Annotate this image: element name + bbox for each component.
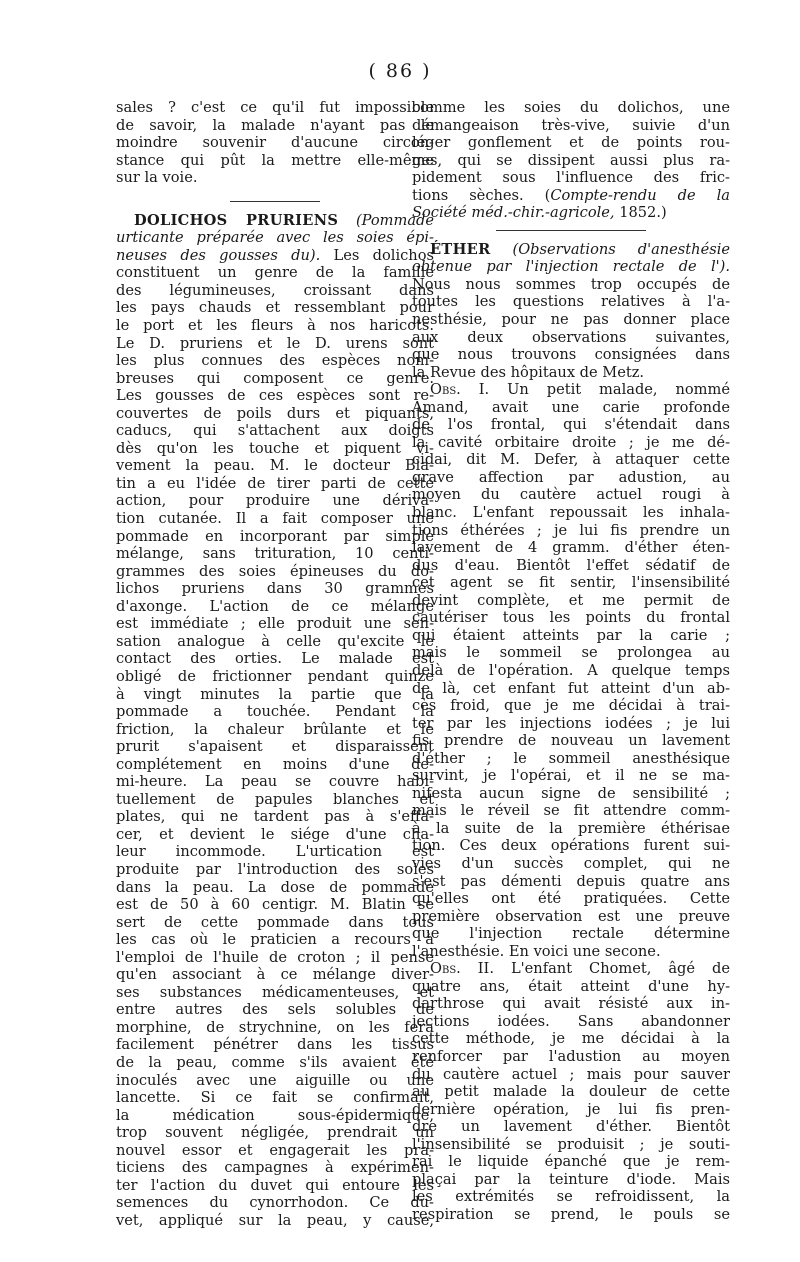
text-line: du cautère actuel ; mais pour sauver [412,1065,730,1083]
text-line: ges, qui se dissipent aussi plus ra- [412,151,730,169]
text-line: d'axonge. L'action de ce mélange [116,597,434,615]
article-body [412,276,730,381]
text-line: dus d'eau. Bientôt l'effet sédatif de [412,556,730,574]
text-line: les cas où le praticien a recours à [116,931,434,949]
observation-label: Obs. I. [430,381,490,399]
text-line: ter par les injections iodées ; je lui [412,714,730,732]
text-line: nouvel essor et engagerait les pra- [116,1141,434,1159]
text-line: vement la peau. M. le docteur Bla- [116,457,434,475]
text-line: complétement en moins d'une de- [116,755,434,773]
text-line: darthrose qui avait résisté aux in- [412,995,730,1013]
text-line: sur la voie. [116,169,198,187]
section-divider [230,201,320,202]
text-line: moyen du cautère actuel rougi à [412,486,730,504]
observation-1-body [412,399,730,961]
text-line: l'anesthésie. En voici une secone. [412,942,661,960]
text-line: que l'injection rectale détermine [412,925,730,943]
text-line: leur incommode. L'urtication est [116,843,434,861]
text-line: qu'elles ont été pratiquées. Cette [412,890,730,908]
text-line: d'éther ; le sommeil anesthésique [412,749,730,767]
article-heading-line [116,212,434,230]
text-line: Les gousses de ces espèces sont re- [116,387,434,405]
text-line: tion cutanée. Il a fait composer une [116,510,434,528]
article-subtitle-lines [412,258,730,276]
text-line: inoculés avec une aiguille ou une [116,1071,434,1089]
observation-1-heading-line: Obs. I. Un petit malade, nommé [430,381,730,399]
text-line: l'insensibilité se produisit ; je souti- [412,1135,730,1153]
text-line: cès froid, que je me décidai à trai- [412,697,730,715]
text-line: la Revue des hôpitaux de Metz. [412,363,645,381]
text-line: s'est pas démenti depuis quatre ans [412,872,730,890]
article-dolichos [116,212,434,1230]
text-line: mais le réveil se fit attendre comm- [412,802,730,820]
text-line: pommade a touchée. Pendant la [116,703,434,721]
citation-line: tions sèches. (Compte-rendu de la [412,186,730,204]
text-line: dans la peau. La dose de pommade [116,878,434,896]
text-line: est immédiate ; elle produit une sen- [116,615,434,633]
text-line: nifesta aucun signe de sensibilité ; [412,784,730,802]
article-ether [412,241,730,1224]
text-line: caducs, qui s'attachent aux doigts [116,422,434,440]
text-line: cet agent se fit sentir, l'insensibilité [412,574,730,592]
section-divider [496,230,646,231]
text-line: mais le sommeil se prolongea au [412,644,730,662]
text-line: couvertes de poils durs et piquants, [116,404,434,422]
text-line: prurit s'apaisent et disparaissent [116,738,434,756]
text-line: renforcer par l'adustion au moyen [412,1047,730,1065]
text-line: tuellement de papules blanches et [116,790,434,808]
left-opening-paragraph [116,99,434,187]
text-line: tions éthérées ; je lui fis prendre un [412,521,730,539]
text-line: grave affection par adustion, au [412,468,730,486]
text-line: mi-heure. La peau se couvre habi- [116,773,434,791]
text-line: les pays chauds et ressemblant pour [116,299,434,317]
right-column [412,99,730,1223]
text-line: sert de cette pommade dans tous [116,913,434,931]
text-line: facilement pénétrer dans les tissus [116,1036,434,1054]
text-line: toutes les questions relatives à l'a- [412,293,730,311]
text-line: dès qu'on les touche et piquent vi- [116,439,434,457]
citation-line: Société méd.-chir.-agricole, 1852.) [412,204,667,222]
text-line: dre un lavement d'éther. Bientôt [412,1118,730,1136]
right-opening-paragraph [412,99,730,187]
text-line: stance qui pût la mettre elle-même [116,151,434,169]
text-line: de savoir, la malade n'ayant pas le [116,116,434,134]
text-line: constituent un genre de la famille [116,264,434,282]
observation-2-heading-line: Obs. II. L'enfant Chomet, âgé de [430,960,730,978]
page-number: ( 86 ) [368,60,432,82]
text-line: de l'os frontal, qui s'étendait dans [412,416,730,434]
text-line: morphine, de strychnine, on les fera [116,1018,434,1036]
text-line: devint complète, et me permit de [412,591,730,609]
text-line: neuses des gousses du). Les dolichos [116,246,434,264]
text-line: vet, appliqué sur la peau, y cause, [116,1211,434,1229]
text-line: est de 50 à 60 centigr. M. Blatin se [116,896,434,914]
text-line: plaçai par la teinture d'iode. Mais [412,1170,730,1188]
text-line: qu'en associant à ce mélange diver- [116,966,434,984]
text-line: Le D. pruriens et le D. urens sont [116,334,434,352]
text-line: cidai, dit M. Defer, à attaquer cette [412,451,730,469]
text-line: semences du cynorrhodon. Ce du- [116,1194,434,1212]
text-line: contact des orties. Le malade est [116,650,434,668]
text-line: les extrémités se refroidissent, la [412,1188,730,1206]
text-line: pidement sous l'influence des fric- [412,169,730,187]
text-line: cautériser tous les points du frontal [412,609,730,627]
text-line: les plus connues des espèces nom- [116,352,434,370]
text-line: produite par l'introduction des soies [116,860,434,878]
text-line: cette méthode, je me décidai à la [412,1030,730,1048]
text-line: entre autres des sels solubles de [116,1001,434,1019]
text-line: léger gonflement et de points rou- [412,134,730,152]
text-line: la cavité orbitaire droite ; je me dé- [412,433,730,451]
text-line: comme les soies du dolichos, une [412,99,730,116]
text-line: de la peau, comme s'ils avaient été [116,1053,434,1071]
article-body [116,264,434,1229]
text-line: Nous nous sommes trop occupés de [412,275,730,293]
text-line: lavement de 4 gramm. d'éther éten- [412,539,730,557]
observation-2-body [412,978,730,1224]
text-line: quatre ans, était atteint d'une hy- [412,977,730,995]
text-line: friction, la chaleur brûlante et le [116,720,434,738]
text-line: survint, je l'opérai, et il ne se ma- [412,767,730,785]
article-subtitle-lines [116,229,434,264]
article-heading: DOLICHOS PRURIENS [134,211,339,229]
text-line: aux deux observations suivantes, [412,328,730,346]
text-line: respiration se prend, le pouls se [412,1205,730,1223]
text-line: pommade en incorporant par simple [116,527,434,545]
text-line: tion. Ces deux opérations furent sui- [412,837,730,855]
text-line: sales ? c'est ce qu'il fut impossible [116,99,434,116]
left-column [116,99,434,1229]
text-line: fis prendre de nouveau un lavement [412,732,730,750]
text-line: mélange, sans trituration, 10 centi- [116,545,434,563]
text-line: urticante préparée avec les soies épi- [116,229,434,247]
text-line: première observation est une preuve [412,907,730,925]
text-line: ses substances médicamenteuses, et [116,983,434,1001]
text-line: lancette. Si ce fait se confirmait, [116,1089,434,1107]
text-line: blanc. L'enfant repoussait les inhala- [412,504,730,522]
text-line: tin a eu l'idée de tirer parti de cette [116,474,434,492]
text-line: sation analogue à celle qu'excite le [116,632,434,650]
text-line: Amand, avait une carie profonde [412,398,730,416]
text-line: de là, cet enfant fut atteint d'un ab- [412,679,730,697]
text-line: l'emploi de l'huile de croton ; il pense [116,948,434,966]
text-line: nesthésie, pour ne pas donner place [412,311,730,329]
text-line: grammes des soies épineuses du do- [116,562,434,580]
text-line: le port et les fleurs à nos haricots. [116,317,434,335]
text-line: la médication sous-épidermique, [116,1106,434,1124]
article-heading-line [412,241,730,259]
text-line: qui étaient atteints par la carie ; [412,626,730,644]
text-line: action, pour produire une dériva- [116,492,434,510]
text-line: breuses qui composent ce genre. [116,369,434,387]
text-line: jections iodées. Sans abandonner [412,1012,730,1030]
text-line: que nous trouvons consignées dans [412,346,730,364]
text-line: des légumineuses, croissant dans [116,281,434,299]
text-line: lichos pruriens dans 30 grammes [116,580,434,598]
article-subtitle: (Observations d'anesthésie [512,240,730,258]
text-line: démangeaison très-vive, suivie d'un [412,116,730,134]
text-line: à vingt minutes la partie que la [116,685,434,703]
text-line: ter l'action du duvet qui entoure les [116,1176,434,1194]
text-line: obtenue par l'injection rectale de l'). [412,258,730,276]
text-line: cer, et devient le siége d'une cha- [116,825,434,843]
text-line: delà de l'opération. A quelque temps [412,661,730,679]
text-line: vies d'un succès complet, qui ne [412,854,730,872]
text-line: obligé de frictionner pendant quinze [116,667,434,685]
text-line: rai le liquide épanché que je rem- [412,1153,730,1171]
text-line: à la suite de la première éthérisae [412,819,730,837]
text-line: dernière opération, je lui fis pren- [412,1100,730,1118]
article-subtitle: (Pommade [355,211,435,229]
text-line: trop souvent négligée, prendrait un [116,1124,434,1142]
text-line: au petit malade la douleur de cette [412,1083,730,1101]
text-line: moindre souvenir d'aucune circon- [116,134,434,152]
observation-label: Obs. II. [430,960,494,978]
text-line: ticiens des campagnes à expérimen- [116,1159,434,1177]
text-line: plates, qui ne tardent pas à s'effa- [116,808,434,826]
article-heading: ÉTHER [430,240,491,258]
